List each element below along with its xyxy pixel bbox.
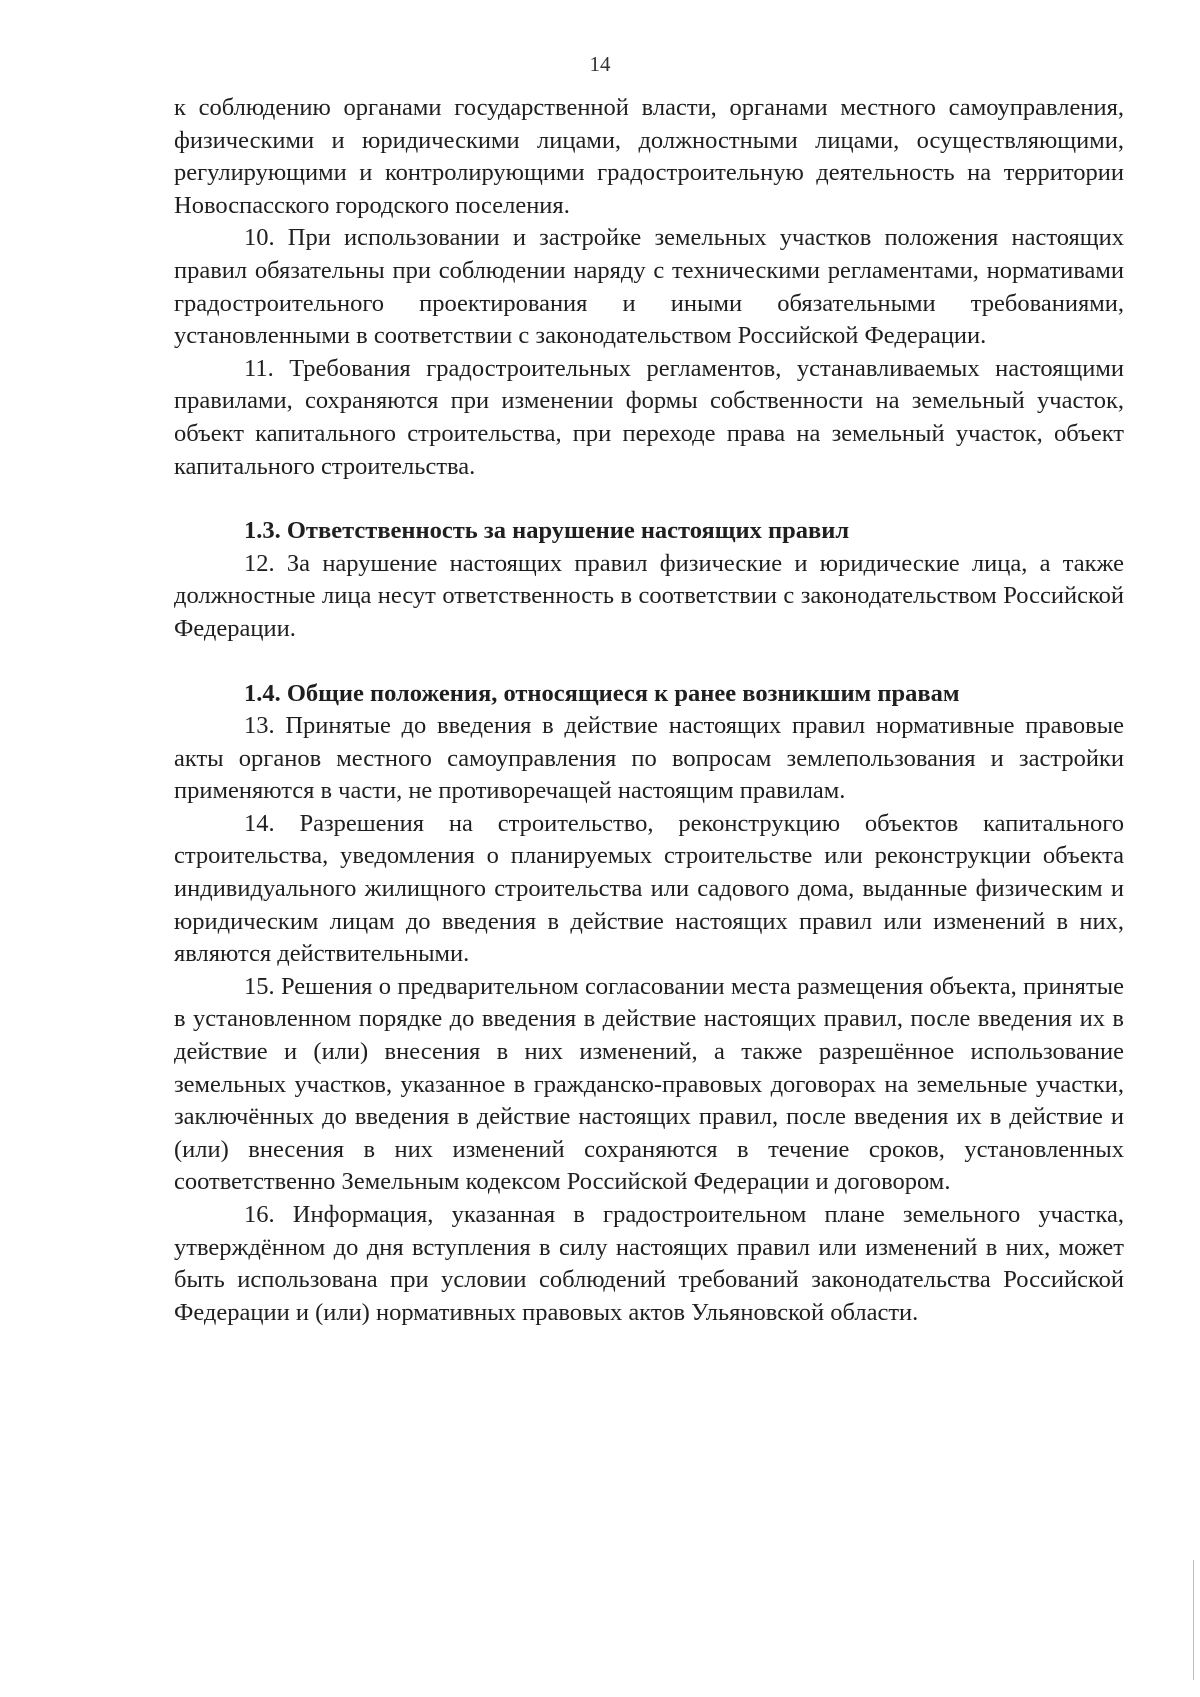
paragraph-13: 13. Принятые до введения в действие настоящих правил нормативные правовые акты органов местного самоуправления по вопросам землепользования и застройки применяются в части, не противоречащей настоящим правилам. bbox=[174, 712, 1124, 805]
section-heading-1-4: 1.4. Общие положения, относящиеся к ранее возникшим правам bbox=[244, 679, 960, 707]
section-heading-1-3: 1.3. Ответственность за нарушение настоящих правил bbox=[244, 517, 850, 545]
paragraph-12: 12. За нарушение настоящих правил физические и юридические лица, а также должностные лица несут ответственность в соответствии с законодательством Российской Федерации. bbox=[174, 549, 1124, 642]
page-number: 14 bbox=[589, 52, 611, 76]
paragraph-11: 11. Требования градостроительных регламентов, устанавливаемых настоящими правилами, сохраняются при изменении формы собственности на земельный участок, объект капитального строительства, при переходе права на земельный участок, объект капитального строительства. bbox=[174, 354, 1124, 480]
paragraph-14: 14. Разрешения на строительство, реконструкцию объектов капитального строительства, уведомления о планируемых строительстве или реконструкции объекта индивидуального жилищного строительства или садового дома, выданные физическим и юридическим лицам до введения в действие настоящих правил или изменений в них, являются действительными. bbox=[174, 809, 1124, 968]
paragraph-10: 10. При использовании и застройке земельных участков положения настоящих правил обязательны при соблюдении наряду с техническими регламентами, нормативами градостроительного проектирования и иными обязательными требованиями, установленными в соответствии с законодательством Российской Федерации. bbox=[174, 224, 1124, 350]
paragraph-15: 15. Решения о предварительном согласовании места размещения объекта, принятые в установленном порядке до введения в действие настоящих правил, после введения их в действие и (или) внесения в них изменений, а также разрешённое использование земельных участков, указанное в гражданско-правовых договорах на земельные участки, заключённых до введения в действие настоящих правил, после введения их в действие и (или) внесения в них изменений сохраняются в течение сроков, установленных соответственно Земельным кодексом Российской Федерации и договором. bbox=[174, 972, 1124, 1196]
paragraph-16: 16. Информация, указанная в градостроительном плане земельного участка, утверждённом до дня вступления в силу настоящих правил или изменений в них, может быть использована при условии соблюдений требований законодательства Российской Федерации и (или) нормативных правовых актов Ульяновской области. bbox=[174, 1201, 1124, 1326]
section-spacer bbox=[174, 646, 1124, 678]
section-spacer bbox=[174, 483, 1124, 515]
paragraph-continuation: к соблюдению органами государственной власти, органами местного самоуправления, физическими и юридическими лицами, должностными лицами, осуществляющими, регулирующими и контролирующими градостроительную деятельность на территории Новоспасского городского поселения. bbox=[174, 94, 1124, 219]
scan-edge-line bbox=[1193, 1560, 1194, 1680]
document-body bbox=[174, 92, 1124, 1329]
